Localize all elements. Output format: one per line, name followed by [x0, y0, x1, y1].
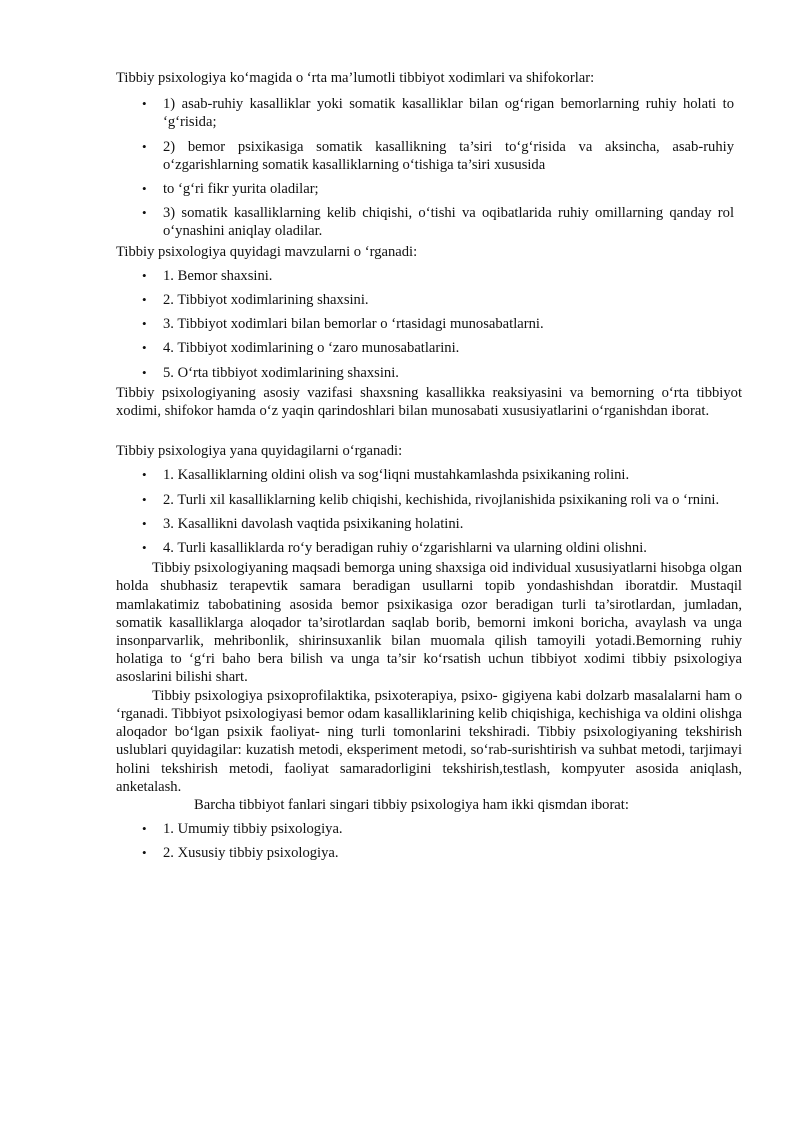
parts-intro: Barcha tibbiyot fanlari singari tibbiy psixologiya ham ikki qismdan iborat:	[194, 796, 629, 813]
bullet-icon: •	[142, 205, 147, 221]
bullet-icon: •	[142, 845, 147, 861]
task-paragraph: Tibbiy psixologiyaning asosiy vazifasi shaxsning kasallikka reaksiyasini va bemorning o‘rta tibbiyot xodimi, shifokor hamda o‘z yaqin qarindoshlari bilan munosabati xususiyatlarini o‘rganishdan iborat.	[116, 384, 742, 420]
also-list	[116, 466, 742, 557]
list-item: • 4. Turli kasalliklarda ro‘y beradigan ruhiy o‘zgarishlarni va ularning oldini olishni.	[142, 540, 647, 557]
bullet-icon: •	[142, 267, 147, 283]
list-item: • 2) bemor psixikasiga somatik kasallikning ta’siri to‘g‘risida va aksincha, asab-ruhiy o‘zgarishlarning somatik kasalliklarning o‘tishiga ta’siri xususida	[142, 138, 734, 173]
bullet-icon: •	[142, 821, 147, 837]
bullet-icon: •	[142, 540, 147, 556]
bullet-icon: •	[142, 491, 147, 507]
list-item: • 2. Xususiy tibbiy psixologiya.	[142, 845, 339, 862]
bullet-icon: •	[142, 340, 147, 356]
list-item: • 1. Umumiy tibbiy psixologiya.	[142, 821, 343, 838]
list-item: • 2. Tibbiyot xodimlarining shaxsini.	[142, 292, 369, 309]
list-item: • 5. O‘rta tibbiyot xodimlarining shaxsini.	[142, 364, 399, 381]
bullet-icon: •	[142, 292, 147, 308]
also-intro: Tibbiy psixologiya yana quyidagilarni o‘rganadi:	[116, 443, 403, 460]
goal-paragraph: Tibbiy psixologiyaning maqsadi bemorga uning shaxsiga oid individual xususiyatlarni hisobga olgan holda shubhasiz terapevtik samara beradigan usullarni topib yondashishdan iboratdir. Mustaqil mamlakatimiz tabobatining asosida bemor psixikasiga ozor beradigan turli ta’sirotlardan, jumladan, somatik kasalliklarga aloqador ta’sirotlardan saqlab borib, bemorni imkoni boricha, avaylash va unga insonparvarlik, mehribonlik, shirinsuxanlik bilan muomala qilish tamoyili yotadi.Bemorning ruhiy holatiga to ‘g‘ri baho bera bilish va unga ta’sir ko‘rsatish uchun tibbiyot xodimi tibbiy psixologiya asoslarini bilishi shart.	[116, 560, 742, 686]
bullet-icon: •	[142, 96, 147, 112]
bullet-icon: •	[142, 515, 147, 531]
list-item: • 1) asab-ruhiy kasalliklar yoki somatik kasalliklar bilan og‘rigan bemorlarning ruhiy holati to ‘g‘risida;	[142, 96, 734, 131]
bullet-icon: •	[142, 181, 147, 197]
intro-paragraph: Tibbiy psixologiya ko‘magida o ‘rta ma’lumotli tibbiyot xodimlari va shifokorlar:	[116, 70, 595, 86]
document-page	[116, 69, 742, 869]
list-item: • 3. Kasallikni davolash vaqtida psixikaning holatini.	[142, 515, 464, 532]
bullet-icon: •	[142, 364, 147, 380]
list-item: • 4. Tibbiyot xodimlarining o ‘zaro munosabatlarini.	[142, 340, 460, 357]
bullet-icon: •	[142, 316, 147, 332]
methods-paragraph: Tibbiy psixologiya psixoprofilaktika, psixoterapiya, psixo- gigiyena kabi dolzarb masalalarni ham o ‘rganadi. Tibbiyot psixologiyasi bemor odam kasalliklarining kelib chiqishiga, kechishiga va oldini olishga aloqador bo‘lgan psixik faoliyat- ning turli tomonlarini tekshiradi. Tibbiy psixologiyaning tekshirish uslublari quyidagilar: kuzatish metodi, eksperiment metodi, so‘rab-surishtirish va suhbat metodi, tarjimayi holini tekshirish metodi, faoliyat samaradorligini tekshirish,testlash, kompyuter asosida aniqlash, anketalash.	[116, 687, 742, 795]
list-item: • 2. Turli xil kasalliklarning kelib chiqishi, kechishida, rivojlanishida psixikaning roli va o ‘rnini.	[142, 491, 720, 508]
list-item: • 3) somatik kasalliklarning kelib chiqishi, o‘tishi va oqibatlarida ruhiy omillarning qanday rol o‘ynashini aniqlay oladilar.	[142, 205, 734, 240]
bullet-icon: •	[142, 138, 147, 154]
topics-list	[116, 267, 742, 382]
list-item: • 3. Tibbiyot xodimlari bilan bemorlar o ‘rtasidagi munosabatlarni.	[142, 316, 544, 333]
bullet-icon: •	[142, 467, 147, 483]
abilities-list	[116, 95, 742, 240]
list-item: • 1. Kasalliklarning oldini olish va sog‘liqni mustahkamlashda psixikaning rolini.	[142, 467, 630, 484]
blank-line	[116, 420, 742, 438]
topics-intro: Tibbiy psixologiya quyidagi mavzularni o ‘rganadi:	[116, 243, 418, 260]
parts-list	[116, 820, 742, 862]
list-item: • 1. Bemor shaxsini.	[142, 267, 273, 284]
list-item: • to ‘g‘ri fikr yurita oladilar;	[142, 181, 319, 198]
